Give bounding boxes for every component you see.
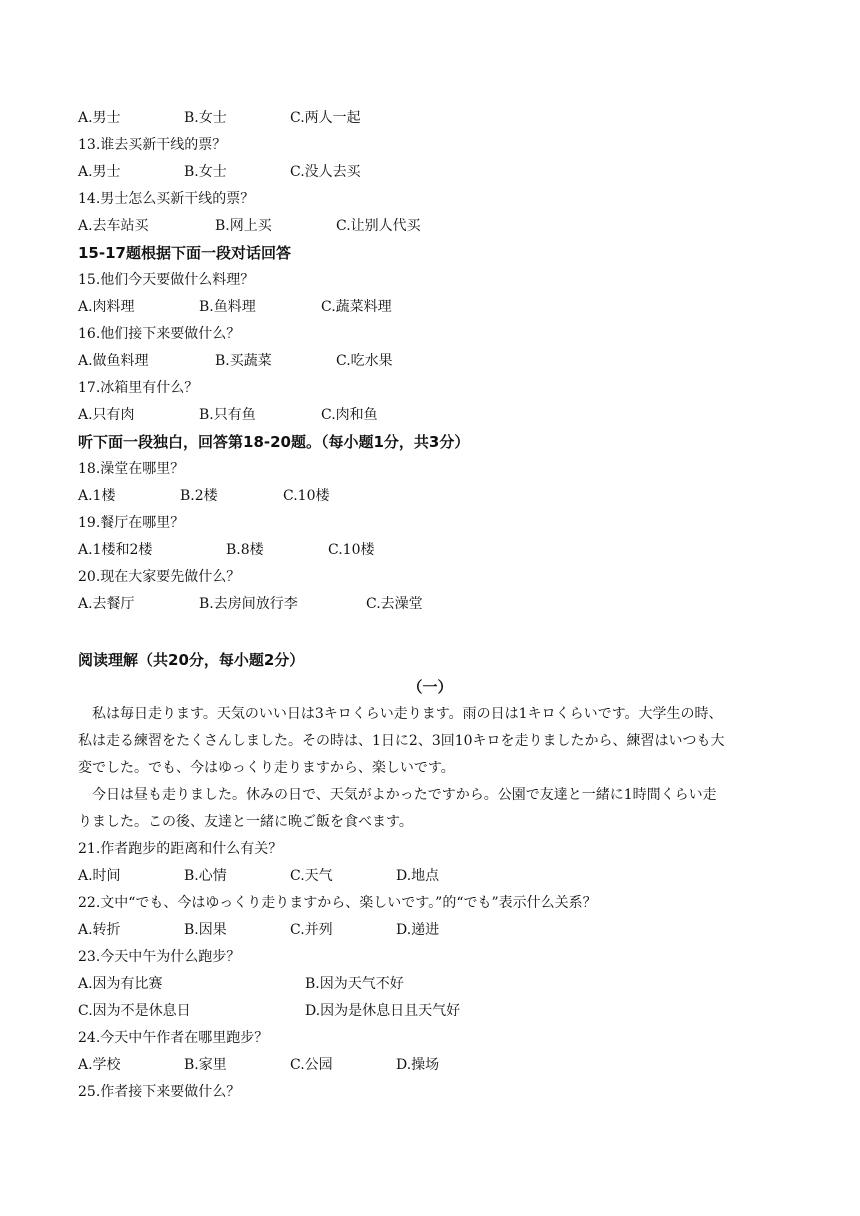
q13-option-b: B.女士 (184, 164, 227, 180)
q24-option-d: D.操场 (396, 1057, 440, 1073)
q21-option-a: A.时间 (78, 868, 121, 884)
q15-option-c: C.蔬菜料理 (321, 299, 392, 315)
question-19: 19.餐厅在哪里？ (78, 515, 185, 531)
q21-option-c: C.天气 (290, 868, 333, 884)
q22-option-a: A.转折 (78, 922, 121, 938)
q17-option-a: A.只有肉 (78, 407, 135, 423)
passage-line: 変でした。でも、今はゆっくり走りますから、楽しいです。 (78, 760, 455, 776)
q24-option-c: C.公园 (290, 1057, 333, 1073)
section-heading-18-20: 听下面一段独白，回答第18-20题。（每小题1分，共3分） (78, 433, 470, 451)
question-20: 20.现在大家要先做什么？ (78, 569, 241, 585)
question-25: 25.作者接下来要做什么？ (78, 1084, 241, 1100)
passage-line: 今日は昼も走りました。休みの日で、天気がよかったですから。公園で友達と一緒に1時間くらい走 (92, 787, 717, 803)
q23-option-a: A.因为有比赛 (78, 976, 163, 992)
question-22: 22.文中“でも、今はゆっくり走りますから、楽しいです。”的“でも”表示什么关系？ (78, 895, 597, 911)
q17-option-b: B.只有鱼 (199, 407, 256, 423)
q20-option-b: B.去房间放行李 (199, 596, 298, 612)
passage-number: （一） (407, 678, 453, 696)
question-21: 21.作者跑步的距离和什么有关？ (78, 841, 283, 857)
q16-option-b: B.买蔬菜 (215, 353, 272, 369)
q16-option-c: C.吃水果 (336, 353, 393, 369)
q14-option-a: A.去车站买 (78, 218, 149, 234)
q19-option-a: A.1楼和2楼 (78, 542, 153, 558)
q23-option-c: C.因为不是休息日 (78, 1003, 191, 1019)
q15-option-a: A.肉料理 (78, 299, 135, 315)
section-heading-15-17: 15-17题根据下面一段对话回答 (78, 244, 291, 262)
question-14: 14.男士怎么买新干线的票？ (78, 191, 255, 207)
q21-option-d: D.地点 (396, 868, 440, 884)
q22-option-b: B.因果 (184, 922, 227, 938)
question-18: 18.澡堂在哪里？ (78, 461, 185, 477)
passage-line: りました。この後、友達と一緒に晩ご飯を食べます。 (78, 814, 413, 830)
q18-option-a: A.1楼 (78, 488, 116, 504)
q23-option-b: B.因为天气不好 (305, 976, 404, 992)
question-15: 15.他们今天要做什么料理？ (78, 272, 255, 288)
q22-option-c: C.并列 (290, 922, 333, 938)
q20-option-a: A.去餐厅 (78, 596, 135, 612)
q20-option-c: C.去澡堂 (366, 596, 423, 612)
q24-option-a: A.学校 (78, 1057, 121, 1073)
q19-option-c: C.10楼 (328, 542, 375, 558)
q22-option-d: D.递进 (396, 922, 440, 938)
question-24: 24.今天中午作者在哪里跑步？ (78, 1030, 269, 1046)
q21-option-b: B.心情 (184, 868, 227, 884)
q12-option-a: A.男士 (78, 110, 121, 126)
q15-option-b: B.鱼料理 (199, 299, 256, 315)
question-16: 16.他们接下来要做什么？ (78, 326, 241, 342)
passage-line: 私は毎日走ります。天気のいい日は3キロくらい走ります。雨の日は1キロくらいです。大学生の時、 (92, 706, 723, 722)
q13-option-a: A.男士 (78, 164, 121, 180)
q24-option-b: B.家里 (184, 1057, 227, 1073)
q23-option-d: D.因为是休息日且天气好 (305, 1003, 461, 1019)
q16-option-a: A.做鱼料理 (78, 353, 149, 369)
question-23: 23.今天中午为什么跑步？ (78, 949, 241, 965)
q13-option-c: C.没人去买 (290, 164, 361, 180)
reading-section-heading: 阅读理解（共20分，每小题2分） (78, 651, 305, 669)
q14-option-b: B.网上买 (215, 218, 272, 234)
q14-option-c: C.让别人代买 (336, 218, 421, 234)
question-13: 13.谁去买新干线的票？ (78, 137, 227, 153)
q18-option-c: C.10楼 (283, 488, 330, 504)
q19-option-b: B.8楼 (226, 542, 264, 558)
question-17: 17.冰箱里有什么？ (78, 380, 199, 396)
passage-line: 私は走る練習をたくさんしました。その時は、1日に2、3回10キロを走りましたから、練習はいつも大 (78, 733, 725, 749)
q12-option-c: C.两人一起 (290, 110, 361, 126)
q18-option-b: B.2楼 (180, 488, 218, 504)
q12-option-b: B.女士 (184, 110, 227, 126)
q17-option-c: C.肉和鱼 (321, 407, 378, 423)
